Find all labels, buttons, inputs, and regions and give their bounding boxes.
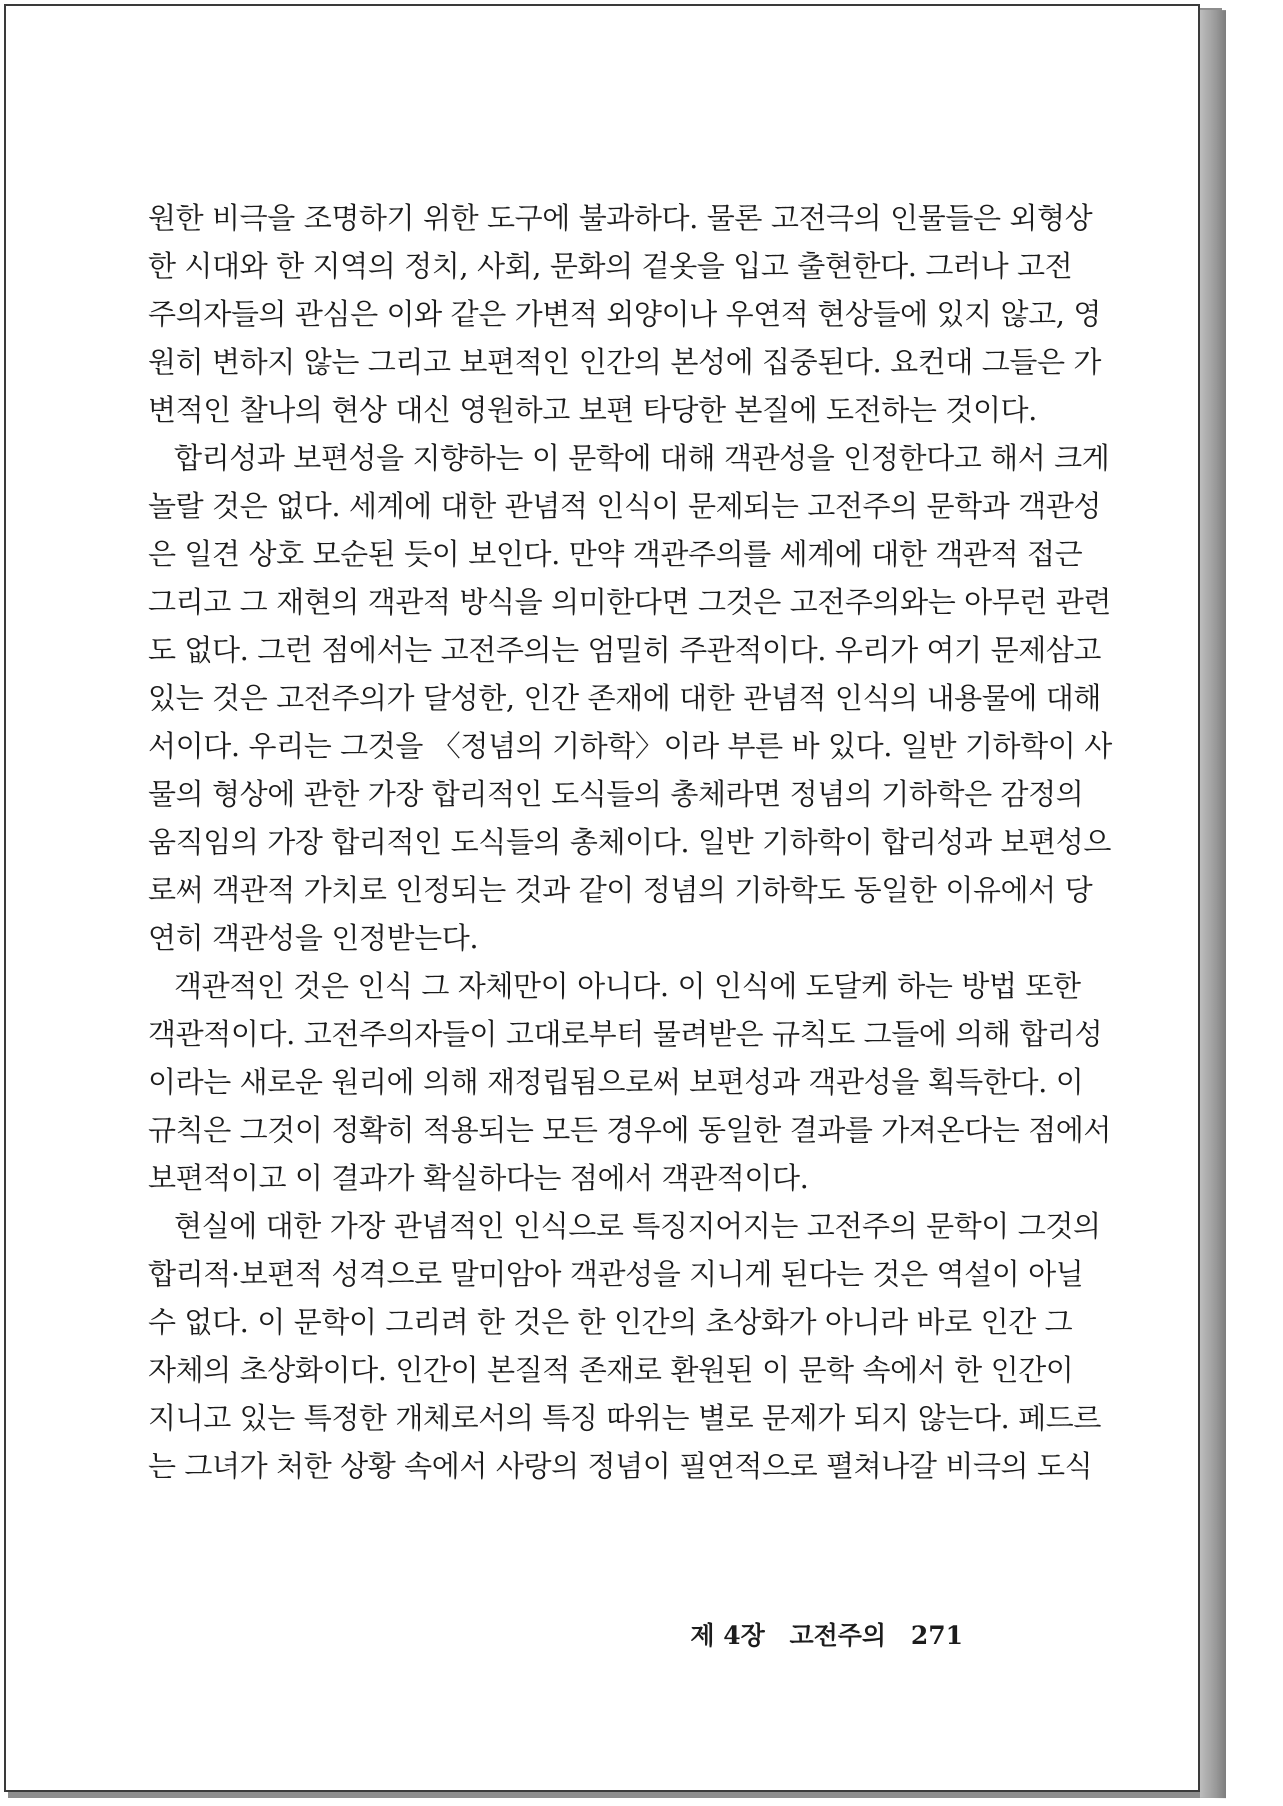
- text-line: 그리고 그 재현의 객관적 방식을 의미한다면 그것은 고전주의와는 아무런 관련: [148, 585, 1112, 619]
- text-line: 보편적이고 이 결과가 확실하다는 점에서 객관적이다.: [148, 1161, 809, 1195]
- paragraph-3: [148, 962, 1112, 1202]
- text-line: 객관적인 것은 인식 그 자체만이 아니다. 이 인식에 도달케 하는 방법 또한: [174, 969, 1081, 1003]
- text-line: 수 없다. 이 문학이 그리려 한 것은 한 인간의 초상화가 아니라 바로 인간 그: [148, 1305, 1073, 1339]
- body-text: [148, 194, 1112, 1490]
- text-line: 현실에 대한 가장 관념적인 인식으로 특징지어지는 고전주의 문학이 그것의: [174, 1209, 1101, 1243]
- text-line: 은 일견 상호 모순된 듯이 보인다. 만약 객관주의를 세계에 대한 객관적 접근: [148, 537, 1083, 571]
- text-line: 도 없다. 그런 점에서는 고전주의는 엄밀히 주관적이다. 우리가 여기 문제삼고: [148, 633, 1102, 667]
- text-line: 연히 객관성을 인정받는다.: [148, 921, 479, 955]
- text-line: 합리적·보편적 성격으로 말미암아 객관성을 지니게 된다는 것은 역설이 아닐: [148, 1257, 1084, 1291]
- page-number: 271: [910, 1621, 963, 1650]
- text-line: 주의자들의 관심은 이와 같은 가변적 외양이나 우연적 현상들에 있지 않고, 영: [148, 297, 1102, 331]
- page-footer: [690, 1616, 963, 1652]
- text-line: 원한 비극을 조명하기 위한 도구에 불과하다. 물론 고전극의 인물들은 외형상: [148, 201, 1093, 235]
- text-line: 서이다. 우리는 그것을 〈정념의 기하학〉이라 부른 바 있다. 일반 기하학이 사: [148, 729, 1112, 763]
- text-line: 이라는 새로운 원리에 의해 재정립됨으로써 보편성과 객관성을 획득한다. 이: [148, 1065, 1084, 1099]
- text-line: 객관적이다. 고전주의자들이 고대로부터 물려받은 규칙도 그들에 의해 합리성: [148, 1017, 1103, 1051]
- text-line: 규칙은 그것이 정확히 적용되는 모든 경우에 동일한 결과를 가져온다는 점에서: [148, 1113, 1112, 1147]
- chapter-label: 제 4장: [690, 1621, 765, 1650]
- text-line: 로써 객관적 가치로 인정되는 것과 같이 정념의 기하학도 동일한 이유에서 당: [148, 873, 1093, 907]
- text-line: 한 시대와 한 지역의 정치, 사회, 문화의 겉옷을 입고 출현한다. 그러나 고전: [148, 249, 1073, 283]
- text-line: 는 그녀가 처한 상황 속에서 사랑의 정념이 필연적으로 펼쳐나갈 비극의 도식: [148, 1449, 1093, 1483]
- chapter-title: 고전주의: [789, 1621, 887, 1650]
- book-page: [4, 4, 1200, 1792]
- text-line: 지니고 있는 특정한 개체로서의 특징 따위는 별로 문제가 되지 않는다. 페드르: [148, 1401, 1102, 1435]
- text-line: 움직임의 가장 합리적인 도식들의 총체이다. 일반 기하학이 합리성과 보편성으: [148, 825, 1112, 859]
- text-line: 원히 변하지 않는 그리고 보편적인 인간의 본성에 집중된다. 요컨대 그들은 가: [148, 345, 1102, 379]
- text-line: 자체의 초상화이다. 인간이 본질적 존재로 환원된 이 문학 속에서 한 인간이: [148, 1353, 1074, 1387]
- paragraph-4: [148, 1202, 1102, 1490]
- text-line: 물의 형상에 관한 가장 합리적인 도식들의 총체라면 정념의 기하학은 감정의: [148, 777, 1084, 811]
- text-line: 놀랄 것은 없다. 세계에 대한 관념적 인식이 문제되는 고전주의 문학과 객관성: [148, 489, 1102, 523]
- paragraph-1: [148, 194, 1102, 434]
- text-line: 변적인 찰나의 현상 대신 영원하고 보편 타당한 본질에 도전하는 것이다.: [148, 393, 1037, 427]
- text-line: 있는 것은 고전주의가 달성한, 인간 존재에 대한 관념적 인식의 내용물에 대해: [148, 681, 1102, 715]
- page-edge: [1200, 10, 1226, 1798]
- text-line: 합리성과 보편성을 지향하는 이 문학에 대해 객관성을 인정한다고 해서 크게: [174, 441, 1110, 475]
- paragraph-2: [148, 434, 1112, 962]
